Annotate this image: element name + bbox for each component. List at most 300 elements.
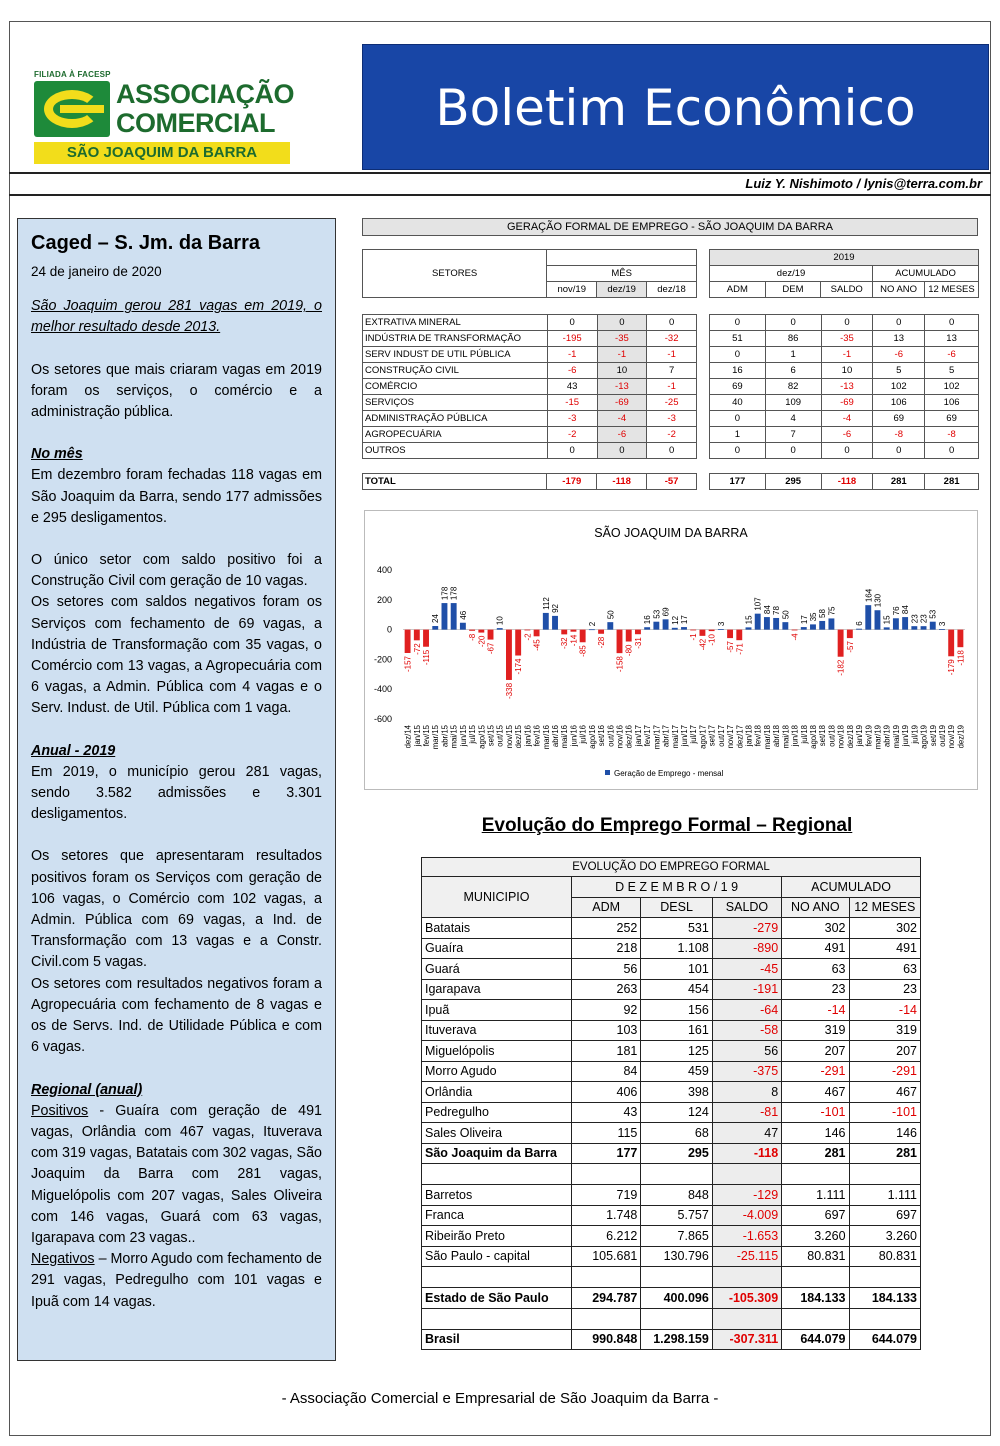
chart-bar [617, 630, 623, 654]
sidebar-date: 24 de janeiro de 2020 [31, 264, 162, 279]
municipality-row [422, 959, 921, 980]
chart-bar [930, 622, 936, 630]
bar-data-label: 46 [458, 610, 468, 620]
x-tick-label: ago/18 [808, 725, 818, 749]
bar-data-label: 50 [606, 610, 616, 620]
sector-row [363, 347, 697, 363]
sector-row [363, 363, 697, 379]
x-tick-label: mai/19 [891, 725, 901, 749]
municipality-row [422, 1041, 921, 1062]
y-tick-label: 200 [376, 594, 392, 605]
col-header: nov/19 [547, 282, 597, 298]
x-tick-label: mai/16 [560, 725, 570, 749]
x-tick-label: mar/17 [652, 725, 662, 750]
bar-data-label: 76 [891, 606, 901, 616]
header-mes: MÊS [547, 266, 697, 282]
sector-value: 82 [765, 379, 821, 395]
municipality-value: 181 [572, 1041, 641, 1062]
municipality-value: 47 [712, 1123, 781, 1144]
municipality-value: 6.212 [572, 1226, 641, 1247]
chart-bar [552, 616, 558, 630]
header-dez19: dez/19 [710, 266, 873, 282]
municipality-value: 697 [782, 1205, 849, 1226]
municipality-name: Brasil [422, 1329, 572, 1350]
sidebar-paragraph: Em 2019, o município gerou 281 vagas, sendo 3.582 admissões e 3.301 desligamentos. [31, 763, 322, 823]
sector-row [710, 315, 979, 331]
x-tick-label: nov/17 [726, 725, 736, 749]
chart-bar [451, 603, 457, 630]
sector-value: 13 [925, 331, 979, 347]
bar-data-label: -20 [477, 635, 487, 648]
sector-value: -2 [647, 427, 697, 443]
sector-value: -15 [547, 395, 597, 411]
sector-value: 16 [710, 363, 766, 379]
x-tick-label: jul/18 [799, 725, 809, 744]
sector-name: AGROPECUÁRIA [363, 427, 548, 443]
municipality-value: 319 [782, 1020, 849, 1041]
sidebar-paragraph-positivos [31, 1101, 322, 1249]
bar-data-label: 16 [643, 615, 653, 625]
sector-value: 5 [873, 363, 925, 379]
sector-value: 1 [765, 347, 821, 363]
author-line: Luiz Y. Nishimoto / lynis@terra.com.br [745, 176, 982, 191]
sector-table-header-left [362, 249, 697, 298]
bar-data-label: 15 [744, 615, 754, 625]
municipality-row [422, 1020, 921, 1041]
x-tick-label: dez/16 [624, 725, 634, 749]
sector-row [710, 347, 979, 363]
col-header: dez/19 [597, 282, 647, 298]
x-tick-label: fev/19 [864, 725, 874, 747]
sector-value: 0 [821, 443, 873, 459]
sector-value: 0 [873, 315, 925, 331]
municipality-value: 146 [782, 1123, 849, 1144]
bar-data-label: -157 [403, 655, 413, 673]
bar-data-label: 35 [808, 612, 818, 622]
municipality-row [422, 938, 921, 959]
chart-bar [506, 630, 512, 680]
sector-table-body-right [709, 314, 979, 459]
municipality-value: 23 [849, 979, 920, 1000]
chart-bar [432, 626, 438, 630]
sidebar-lead: São Joaquim gerou 281 vagas em 2019, o melhor resultado desde 2013. [31, 298, 322, 336]
chart-bar [423, 630, 429, 647]
municipality-name: Guará [422, 959, 572, 980]
bar-data-label: -158 [615, 656, 625, 673]
bar-data-label: -80 [624, 644, 634, 657]
municipality-value: 177 [572, 1143, 641, 1164]
sector-value: -3 [647, 411, 697, 427]
bar-data-label: -71 [735, 643, 745, 655]
x-tick-label: mar/19 [873, 725, 883, 750]
header-rule-bottom [9, 194, 991, 196]
municipality-value: -307.311 [712, 1329, 781, 1350]
chart-bar [561, 630, 567, 635]
municipality-value: 281 [782, 1143, 849, 1164]
sidebar-paragraph: Os setores que apresentaram resultados positivos foram os Serviços com geração de 106 vagas, o Comércio com 102 vagas, a Admin. Pública com 69 vagas, a Ind. de Transformação com 13 vagas e a Constr. Civil.com 5 vagas. [31, 848, 322, 971]
sector-value: 86 [765, 331, 821, 347]
municipality-value: 63 [782, 959, 849, 980]
x-tick-label: ago/15 [477, 725, 487, 749]
sector-value: -3 [547, 411, 597, 427]
municipality-row [422, 1205, 921, 1226]
x-tick-label: nov/18 [836, 725, 846, 749]
total-value: 177 [710, 474, 766, 490]
sector-value: -1 [597, 347, 647, 363]
municipality-value: 1.748 [572, 1205, 641, 1226]
municipality-value: -14 [782, 1000, 849, 1021]
municipality-name: Igarapava [422, 979, 572, 1000]
municipality-name: Barretos [422, 1185, 572, 1206]
bar-data-label: 75 [827, 606, 837, 616]
bar-data-label: 17 [680, 615, 689, 625]
chart-bar [681, 627, 687, 630]
x-tick-label: jun/16 [569, 725, 579, 747]
total-value: 281 [925, 474, 979, 490]
sector-value: 40 [710, 395, 766, 411]
municipality-value: 68 [641, 1123, 712, 1144]
sector-name: ADMINISTRAÇÃO PÚBLICA [363, 411, 548, 427]
chart-bar [672, 628, 678, 630]
chart-bar [709, 630, 715, 631]
chart-bar [921, 626, 927, 629]
total-value: -57 [647, 474, 697, 490]
sector-value: -6 [597, 427, 647, 443]
sector-value: 0 [597, 443, 647, 459]
sector-value: 13 [873, 331, 925, 347]
footer: - Associação Comercial e Empresarial de São Joaquim da Barra - [281, 1390, 719, 1407]
municipality-row [422, 1185, 921, 1206]
header-municipio: MUNICIPIO [422, 877, 572, 918]
sector-row [363, 395, 697, 411]
chart-bar [598, 630, 604, 634]
chart-bar [442, 603, 448, 630]
municipality-name: São Joaquim da Barra [422, 1143, 572, 1164]
header-acumulado-regional: ACUMULADO [782, 877, 921, 898]
sector-value: -195 [547, 331, 597, 347]
legend-swatch [605, 770, 610, 775]
municipality-value: 281 [849, 1143, 920, 1164]
municipality-name: Guaíra [422, 938, 572, 959]
municipality-value: 398 [641, 1082, 712, 1103]
x-tick-label: nov/16 [615, 725, 625, 749]
x-tick-label: out/18 [827, 725, 837, 747]
municipality-value: 491 [849, 938, 920, 959]
bar-data-label: 178 [440, 586, 450, 601]
sector-row [710, 331, 979, 347]
x-tick-label: jan/19 [855, 725, 865, 747]
chart-bar [414, 630, 420, 641]
sector-value: 106 [873, 395, 925, 411]
chart-bar [773, 618, 779, 630]
section-heading-mes: No mês [31, 446, 83, 463]
sector-value: 0 [925, 315, 979, 331]
x-tick-label: out/16 [606, 725, 616, 747]
sector-value: 4 [765, 411, 821, 427]
municipality-row [422, 1226, 921, 1247]
y-tick-label: 0 [386, 624, 392, 635]
bar-data-label: 107 [753, 597, 763, 611]
sector-value: 0 [547, 443, 597, 459]
x-tick-label: dez/14 [403, 725, 413, 749]
sector-value: -1 [647, 347, 697, 363]
total-value: -118 [597, 474, 647, 490]
header-dezembro: D E Z E M B R O / 1 9 [572, 877, 782, 898]
bar-data-label: 10 [495, 616, 505, 626]
chart-bar [875, 610, 881, 629]
x-tick-label: jan/18 [744, 725, 754, 747]
bar-data-label: 178 [449, 586, 459, 601]
sector-value: 7 [647, 363, 697, 379]
sector-value: 69 [925, 411, 979, 427]
sector-value: -32 [647, 331, 697, 347]
sector-value: 10 [821, 363, 873, 379]
bar-data-label: 3 [937, 621, 947, 627]
negativos-text: – Morro Agudo com fechamento de 291 vagas, Pedregulho com 101 vagas e Ipuã com 14 vagas. [31, 1251, 322, 1310]
bar-data-label: -57 [845, 641, 855, 653]
municipality-value: -118 [712, 1143, 781, 1164]
bar-data-label: -10 [707, 634, 717, 646]
chart-bar [893, 618, 899, 629]
sector-value: 0 [710, 315, 766, 331]
municipality-value: 990.848 [572, 1329, 641, 1350]
chart-bar [635, 630, 641, 635]
bar-data-label: -72 [412, 643, 422, 655]
sidebar-paragraph: Em dezembro foram fechadas 118 vagas em São Joaquim da Barra, sendo 177 admissões e 295 desligamentos. [31, 467, 322, 526]
bar-data-label: 24 [431, 614, 441, 624]
sector-value: 0 [821, 315, 873, 331]
positivos-text: - Guaíra com geração de 491 vagas, Orlândia com 467 vagas, Ituverava com 319 vagas, Batatais com 302 vagas, São Joaquim da Barra com 281 vagas, Miguelópolis com 207 vagas, Sales Oliveira com 146 vagas, Guará com 63 vagas, Igarapava com 23 vagas.. [31, 1102, 322, 1246]
sector-row [710, 379, 979, 395]
sector-value: 0 [710, 443, 766, 459]
logo-line-2: COMERCIAL [116, 108, 275, 138]
municipality-name: São Paulo - capital [422, 1246, 572, 1267]
bar-data-label: -85 [578, 645, 588, 657]
chart-bar [478, 630, 484, 633]
municipality-name: Estado de São Paulo [422, 1288, 572, 1309]
sector-value: -25 [647, 395, 697, 411]
bar-data-label: 3 [716, 621, 726, 627]
sector-value: 0 [710, 347, 766, 363]
municipality-value: 644.079 [782, 1329, 849, 1350]
x-tick-label: abr/17 [661, 725, 671, 748]
municipality-value: -291 [849, 1061, 920, 1082]
municipality-value: 7.865 [641, 1226, 712, 1247]
x-tick-label: jun/19 [901, 725, 911, 747]
x-tick-label: jan/17 [633, 725, 643, 747]
sector-name: INDÚSTRIA DE TRANSFORMAÇÃO [363, 331, 548, 347]
chart-bar [497, 628, 503, 629]
sector-value: 102 [925, 379, 979, 395]
x-tick-label: abr/15 [440, 725, 450, 748]
municipality-row [422, 1246, 921, 1267]
municipality-value: -14 [849, 1000, 920, 1021]
sector-value: -6 [821, 427, 873, 443]
sector-table-title [362, 218, 978, 236]
sector-value: 0 [647, 443, 697, 459]
x-tick-label: fev/17 [643, 725, 653, 747]
municipality-value: 454 [641, 979, 712, 1000]
sector-value: 69 [710, 379, 766, 395]
x-tick-label: fev/18 [753, 725, 763, 747]
municipality-value: 63 [849, 959, 920, 980]
chart-bar [543, 613, 549, 630]
municipality-value: 644.079 [849, 1329, 920, 1350]
sector-value: 0 [710, 411, 766, 427]
municipality-value: 302 [782, 918, 849, 939]
municipality-value: 697 [849, 1205, 920, 1226]
x-tick-label: jul/15 [468, 725, 478, 744]
municipality-value: -375 [712, 1061, 781, 1082]
municipality-value: 1.111 [849, 1185, 920, 1206]
bar-data-label: 53 [928, 609, 938, 619]
col-header: DEM [765, 282, 821, 298]
chart-bar [515, 630, 521, 656]
col-header: SALDO [821, 282, 873, 298]
col-header: dez/18 [647, 282, 697, 298]
sector-value: -1 [647, 379, 697, 395]
municipality-value: -101 [782, 1102, 849, 1123]
sector-value: 102 [873, 379, 925, 395]
municipality-value: 531 [641, 918, 712, 939]
col-header: ADM [710, 282, 766, 298]
chart-title: SÃO JOAQUIM DA BARRA [594, 526, 748, 540]
sector-value: -35 [821, 331, 873, 347]
total-value: -179 [547, 474, 597, 490]
chart-bar [644, 627, 650, 629]
bar-data-label: -45 [532, 639, 542, 651]
municipality-value: 92 [572, 1000, 641, 1021]
sector-value: 43 [547, 379, 597, 395]
bar-data-label: 78 [772, 606, 782, 615]
x-tick-label: set/15 [486, 725, 496, 747]
sector-value: 5 [925, 363, 979, 379]
chart-bar [810, 624, 816, 629]
municipality-value: 3.260 [782, 1226, 849, 1247]
municipality-name: Ituverava [422, 1020, 572, 1041]
employment-chart [364, 510, 978, 790]
municipality-row [422, 1288, 921, 1309]
sector-value: 0 [765, 315, 821, 331]
municipality-value: -129 [712, 1185, 781, 1206]
municipality-value: 1.298.159 [641, 1329, 712, 1350]
municipality-row [422, 1102, 921, 1123]
sector-value: 7 [765, 427, 821, 443]
bar-data-label: -182 [836, 659, 846, 676]
bar-data-label: 23 [919, 614, 929, 624]
chart-bar [764, 617, 770, 630]
x-tick-label: dez/17 [735, 725, 745, 749]
municipality-value: 130.796 [641, 1246, 712, 1267]
sector-row [363, 411, 697, 427]
chart-bar [746, 627, 752, 629]
municipality-value: -4.009 [712, 1205, 781, 1226]
chart-bar [865, 605, 871, 629]
logo-line-1: ASSOCIAÇÃO [116, 79, 295, 109]
chart-bar [469, 630, 475, 631]
regional-section-title: Evolução do Emprego Formal – Regional [481, 815, 853, 836]
x-tick-label: out/17 [716, 725, 726, 747]
bar-data-label: 2 [587, 621, 597, 627]
header-setores: SETORES [363, 250, 547, 298]
bar-data-label: 50 [781, 610, 791, 620]
header-acumulado: ACUMULADO [873, 266, 979, 282]
sector-value: -1 [821, 347, 873, 363]
municipality-value: -58 [712, 1020, 781, 1041]
sector-row [710, 443, 979, 459]
municipality-value: 218 [572, 938, 641, 959]
chart-bar [524, 630, 530, 631]
municipality-value: 101 [641, 959, 712, 980]
chart-bar [792, 630, 798, 631]
regional-table-title: EVOLUÇÃO DO EMPREGO FORMAL [422, 858, 921, 877]
x-tick-label: dez/19 [956, 725, 966, 749]
chart-bar [663, 619, 669, 629]
sector-value: -13 [821, 379, 873, 395]
total-value: 281 [873, 474, 925, 490]
municipality-row [422, 918, 921, 939]
municipality-value: -25.115 [712, 1246, 781, 1267]
x-tick-label: nov/19 [947, 725, 957, 749]
x-tick-label: set/16 [597, 725, 607, 747]
sector-row [710, 427, 979, 443]
x-tick-label: abr/16 [551, 725, 561, 748]
municipality-value: -81 [712, 1102, 781, 1123]
bar-data-label: -1 [689, 633, 699, 641]
logo-emblem-icon [34, 81, 110, 137]
bar-data-label: -118 [956, 650, 966, 666]
col-header: 12 MESES [849, 897, 920, 918]
sector-value: -69 [597, 395, 647, 411]
municipality-value: 467 [849, 1082, 920, 1103]
chart-bar [755, 614, 761, 630]
sidebar-paragraph: Os setores com resultados negativos foram a Agropecuária com fechamento de 8 vagas e os de Servs. Ind. de Utilidade Pública e com 6 vagas. [31, 975, 322, 1056]
municipality-value: 719 [572, 1185, 641, 1206]
y-tick-label: -200 [373, 654, 392, 665]
chart-bar [782, 622, 788, 629]
chart-bar [580, 630, 586, 643]
municipality-name: Sales Oliveira [422, 1123, 572, 1144]
sidebar-paragraph: O único setor com saldo positivo foi a Construção Civil com geração de 10 vagas. [31, 552, 322, 590]
bar-data-label: 84 [901, 605, 911, 615]
municipality-row [422, 1061, 921, 1082]
municipality-row [422, 1143, 921, 1164]
chart-bar [838, 630, 844, 657]
bar-data-label: 12 [670, 615, 680, 625]
x-tick-label: fev/15 [422, 725, 432, 747]
sector-table-body-left [362, 314, 697, 459]
sector-row [710, 395, 979, 411]
x-tick-label: ago/16 [587, 725, 597, 749]
municipality-name: Pedregulho [422, 1102, 572, 1123]
sector-total-left [362, 473, 697, 490]
bar-data-label: -14 [569, 634, 579, 647]
sector-table-header-right [709, 249, 979, 298]
spacer-row [422, 1267, 921, 1288]
sector-name: COMÉRCIO [363, 379, 548, 395]
sector-value: 0 [765, 443, 821, 459]
municipality-value: 125 [641, 1041, 712, 1062]
municipality-value: 406 [572, 1082, 641, 1103]
bar-data-label: 53 [652, 609, 662, 619]
chart-bar [626, 630, 632, 642]
sector-name: SERV INDUST DE UTIL PÚBLICA [363, 347, 548, 363]
regional-table [421, 857, 921, 1350]
chart-bar [847, 630, 853, 638]
x-tick-label: out/19 [937, 725, 947, 747]
bar-data-label: -32 [560, 637, 570, 649]
sector-value: 0 [597, 315, 647, 331]
